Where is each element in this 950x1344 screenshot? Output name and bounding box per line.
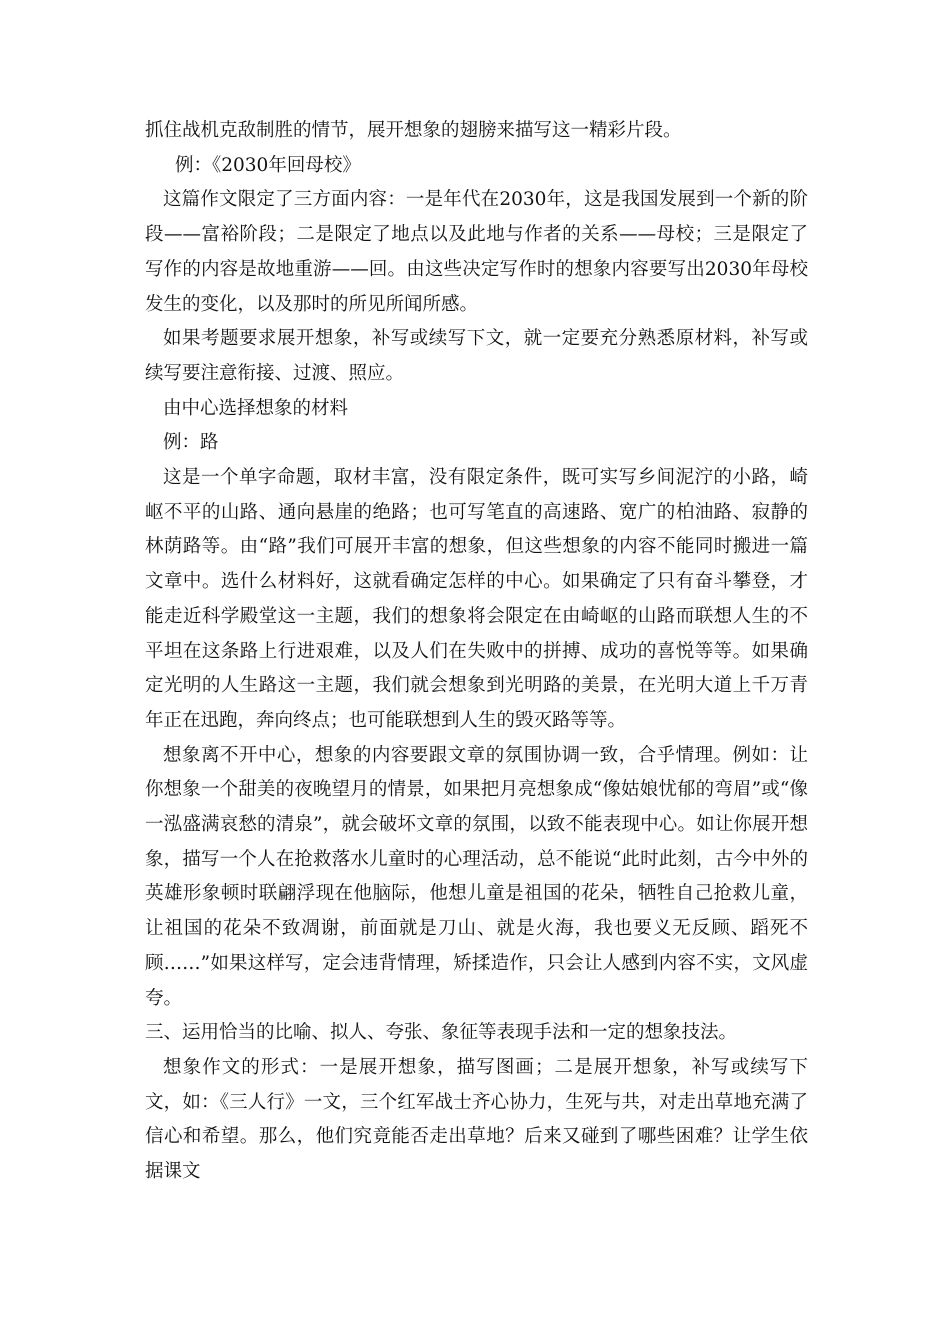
- paragraph: 这篇作文限定了三方面内容：一是年代在2030年，这是我国发展到一个新的阶段——富裕阶段；二是限定了地点以及此地与作者的关系——母校；三是限定了写作的内容是故地重游——回。由这些决定写作时的想象内容要写出2030年母校发生的变化，以及那时的所见所闻所感。: [145, 189, 808, 315]
- section-subheading: 由中心选择想象的材料: [163, 397, 349, 419]
- paragraph: 想象离不开中心，想象的内容要跟文章的氛围协调一致，合乎情理。例如：让你想象一个甜美的夜晚望月的情景，如果把月亮想象成“像姑娘忧郁的弯眉”或“像一泓盛满哀愁的清泉”，就会破坏文章的氛围，以致不能表现中心。如让你展开想象，描写一个人在抢救落水儿童时的心理活动，总不能说“此时此刻，古今中外的英雄形象顿时联翩浮现在他脑际，他想儿童是祖国的花朵，牺牲自己抢救儿童，让祖国的花朵不致凋谢，前面就是刀山、就是火海，我也要义无反顾、蹈死不顾……”如果这样写，定会违背情理，矫揉造作，只会让人感到内容不实，文风虚夸。: [145, 744, 808, 1009]
- example-heading: 例：路: [163, 432, 219, 454]
- paragraph: 抓住战机克敌制胜的情节，展开想象的翅膀来描写这一精彩片段。: [145, 120, 682, 141]
- example-heading: 例：《2030年回母校》: [175, 154, 361, 176]
- paragraph: 如果考题要求展开想象，补写或续写下文，就一定要充分熟悉原材料，补写或续写要注意衔接、过渡、照应。: [145, 328, 808, 384]
- paragraph: 想象作文的形式：一是展开想象，描写图画；二是展开想象，补写或续写下文，如：《三人行》一文，三个红军战士齐心协力，生死与共，对走出草地充满了信心和希望。那么，他们究竟能否走出草地？后来又碰到了哪些困难？让学生依据课文: [145, 1056, 808, 1183]
- paragraph: 这是一个单字命题，取材丰富，没有限定条件，既可实写乡间泥泞的小路，崎岖不平的山路、通向悬崖的绝路；也可写笔直的高速路、宽广的柏油路、寂静的林荫路等。由“路”我们可展开丰富的想象，但这些想象的内容不能同时搬进一篇文章中。选什么材料好，这就看确定怎样的中心。如果确定了只有奋斗攀登，才能走近科学殿堂这一主题，我们的想象将会限定在由崎岖的山路而联想人生的不平坦在这条路上行进艰难，以及人们在失败中的拼搏、成功的喜悦等等。如果确定光明的人生路这一主题，我们就会想象到光明路的美景，在光明大道上千万青年正在迅跑，奔向终点；也可能联想到人生的毁灭路等等。: [145, 467, 808, 731]
- document-body: [145, 114, 808, 1190]
- section-heading: 三、运用恰当的比喻、拟人、夸张、象征等表现手法和一定的想象技法。: [145, 1022, 738, 1044]
